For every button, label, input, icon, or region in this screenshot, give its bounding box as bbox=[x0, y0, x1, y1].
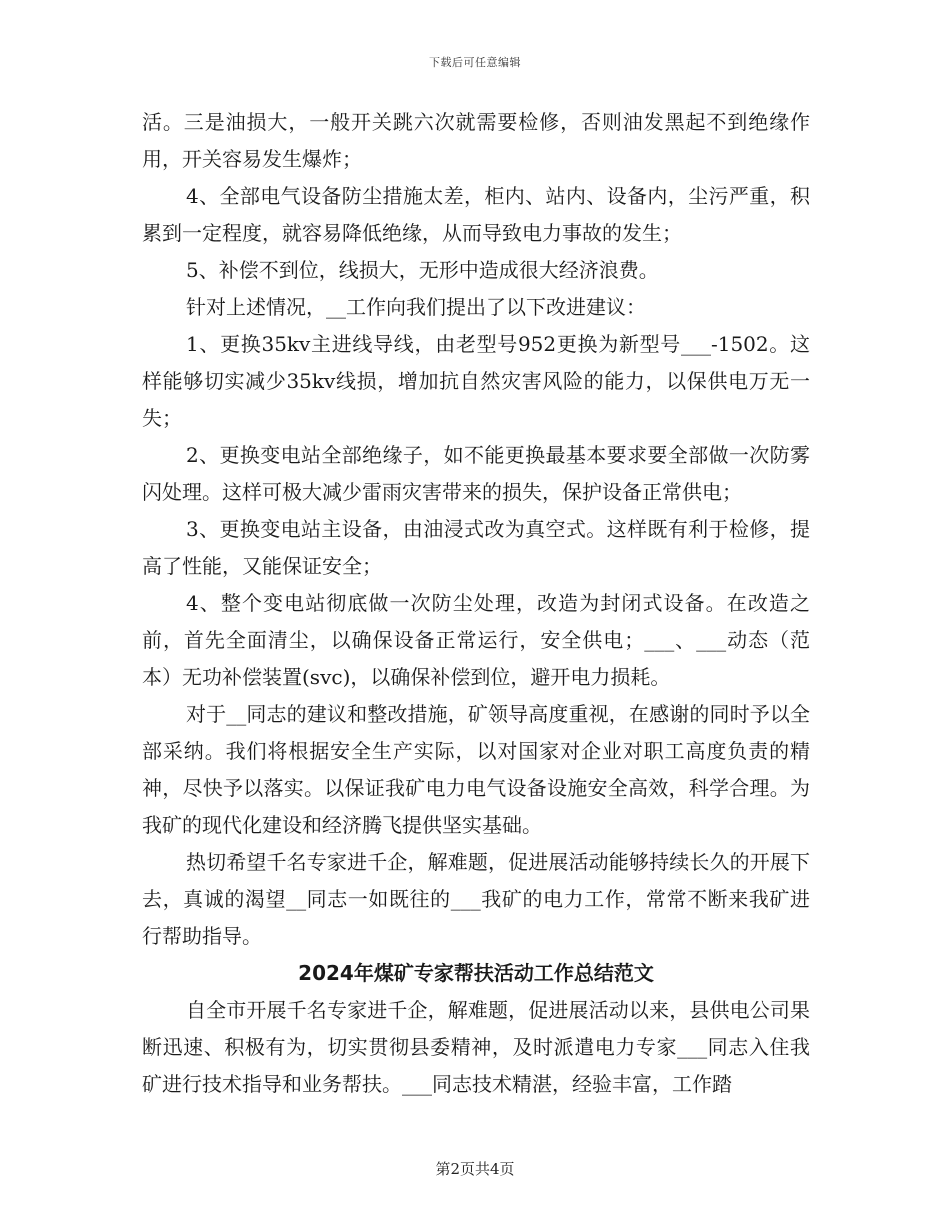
paragraph-suggestions-intro: 针对上述情况，__工作向我们提出了以下改进建议： bbox=[186, 295, 646, 319]
paragraph-section-intro: 自全市开展千名专家进千企，解难题，促进展活动以来，县供电公司果断迅速、积极有为，切实贯彻县委精神，及时派遣电力专家___同志入住我矿进行技术指导和业务帮扶。___同志技术精湛，经验丰富，工作踏 bbox=[142, 998, 810, 1096]
page-footer: 第2页共4页 bbox=[435, 1160, 515, 1178]
page-header: 下载后可任意编辑 bbox=[429, 56, 521, 69]
paragraph-continuation: 活。三是油损大，一般开关跳六次就需要检修，否则油发黑起不到绝缘作用，开关容易发生爆炸； bbox=[142, 110, 810, 171]
paragraph-item-5-compensation: 5、补偿不到位，线损大，无形中造成很大经济浪费。 bbox=[186, 258, 659, 282]
paragraph-suggestion-3: 3、更换变电站主设备，由油浸式改为真空式。这样既有利于检修，提高了性能，又能保证安全； bbox=[142, 517, 810, 578]
paragraph-item-4-dust: 4、全部电气设备防尘措施太差，柜内、站内、设备内，尘污严重，积累到一定程度，就容易降低绝缘，从而导致电力事故的发生； bbox=[142, 184, 810, 245]
section-title: 2024年煤矿专家帮扶活动工作总结范文 bbox=[298, 961, 654, 985]
paragraph-suggestion-2: 2、更换变电站全部绝缘子，如不能更换最基本要求要全部做一次防雾闪处理。这样可极大减少雷雨灾害带来的损失，保护设备正常供电； bbox=[142, 443, 810, 504]
paragraph-suggestion-1: 1、更换35kv主进线导线，由老型号952更换为新型号___-1502。这样能够切实减少35kv线损，增加抗自然灾害风险的能力，以保供电万无一失； bbox=[142, 332, 810, 430]
paragraph-suggestion-4: 4、整个变电站彻底做一次防尘处理，改造为封闭式设备。在改造之前，首先全面清尘，以确保设备正常运行，安全供电；___、___动态（范本）无功补偿装置(svc)，以确保补偿到位，避开电力损耗。 bbox=[142, 591, 810, 689]
paragraph-hope: 热切希望千名专家进千企，解难题，促进展活动能够持续长久的开展下去，真诚的渴望__同志一如既往的___我矿的电力工作，常常不断来我矿进行帮助指导。 bbox=[142, 850, 810, 948]
document-body bbox=[142, 104, 810, 1103]
paragraph-adoption: 对于__同志的建议和整改措施，矿领导高度重视，在感谢的同时予以全部采纳。我们将根据安全生产实际，以对国家对企业对职工高度负责的精神，尽快予以落实。以保证我矿电力电气设备设施安全高效，科学合理。为我矿的现代化建设和经济腾飞提供坚实基础。 bbox=[142, 702, 810, 837]
